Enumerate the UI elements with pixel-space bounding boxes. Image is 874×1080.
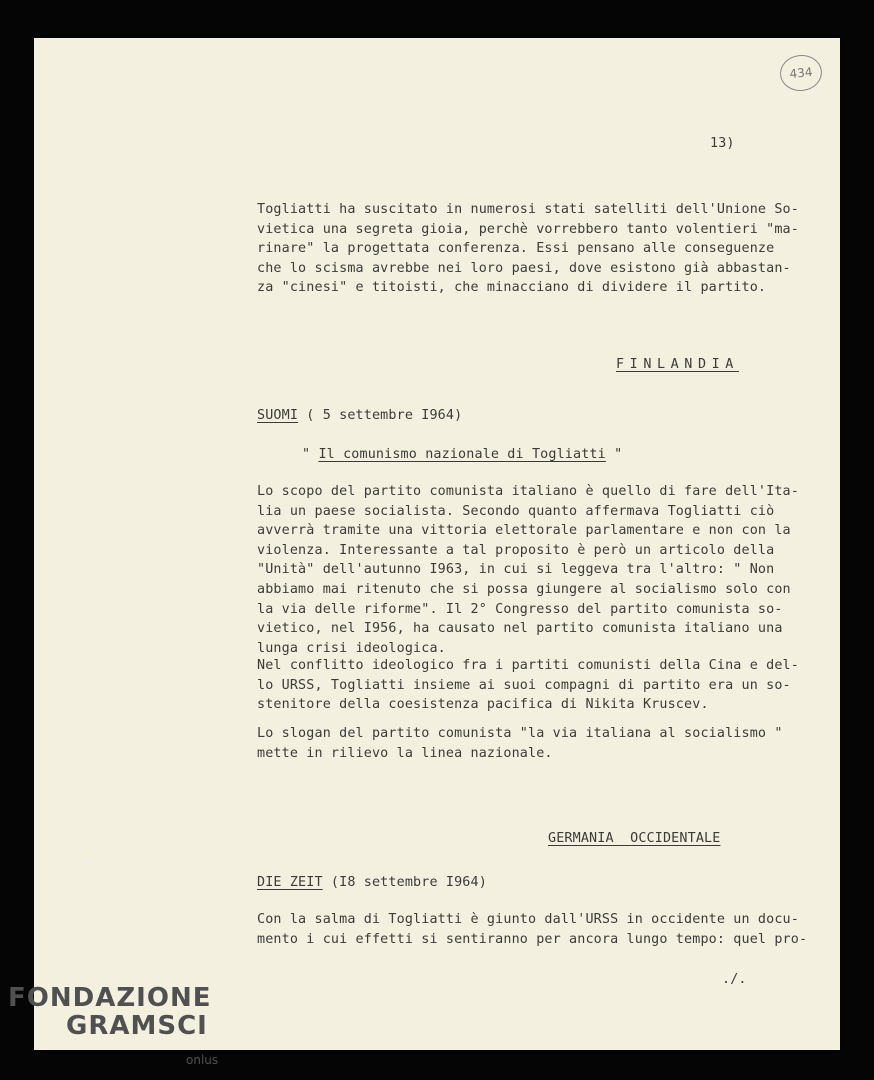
text-line: lia un paese socialista. Secondo quanto affermava Togliatti ciò (257, 503, 775, 519)
section-heading-germania: GERMANIA OCCIDENTALE (548, 831, 721, 846)
fondazione-gramsci-watermark (8, 983, 219, 1067)
text-line: mette in rilievo la linea nazionale. (257, 745, 553, 761)
text-line: Togliatti ha suscitato in numerosi stati satelliti dell'Unione So- (257, 202, 799, 217)
text-line: lunga crisi ideologica. (257, 640, 446, 656)
archive-stamp-number: 434 (778, 53, 824, 93)
text-line: lo URSS, Togliatti insieme ai suoi compagni di partito era un so- (257, 677, 791, 693)
article-title-text: Il comunismo nazionale di Togliatti (318, 447, 606, 462)
text-line: mento i cui effetti si sentiranno per ancora lungo tempo: quel pro- (257, 931, 808, 947)
source-name: SUOMI (257, 408, 299, 423)
text-line: violenza. Interessante a tal proposito è però un articolo della (257, 542, 775, 558)
quote-open: " (302, 447, 319, 462)
continuation-mark: ./. (722, 972, 747, 987)
paper-speck (87, 860, 91, 864)
text-line: Lo scopo del partito comunista italiano è quello di fare dell'Ita- (257, 484, 799, 499)
text-line: rinare" la progettata conferenza. Essi pensano alle conseguenze (257, 241, 775, 256)
section-heading-finlandia: FINLANDIA (616, 357, 739, 372)
watermark-line-2: GRAMSCI (66, 1011, 208, 1041)
watermark-line-1: FONDAZIONE (8, 983, 212, 1013)
text-line: Lo slogan del partito comunista "la via italiana al socialismo " (257, 726, 783, 741)
text-line: avverrà tramite una vittoria elettorale parlamentare e non con la (257, 523, 791, 539)
article-title (302, 445, 622, 464)
text-line: Con la salma di Togliatti è giunto dall'URSS in occidente un docu- (257, 912, 799, 927)
text-line: Nel conflitto ideologico fra i partiti comunisti della Cina e del- (257, 658, 799, 673)
source-date: (I8 settembre I964) (322, 875, 487, 890)
text-line: abbiamo mai ritenuto che si possa giungere al socialismo solo con (257, 582, 791, 597)
text-line: stenitore della coesistenza pacifica di Nikita Kruscev. (257, 697, 709, 713)
quote-close: " (605, 447, 623, 462)
text-line: vietica una segreta gioia, perchè vorrebbero tanto volentieri "ma- (257, 221, 799, 237)
page-number: 13) (710, 136, 735, 151)
text-line: "Unità" dell'autunno I963, in cui si leggeva tra l'altro: " Non (257, 562, 775, 578)
text-line: za "cinesi" e titoisti, che minacciano di dividere il partito. (257, 280, 767, 295)
source-line-die-zeit (257, 873, 487, 892)
source-date: ( 5 settembre I964) (298, 408, 463, 423)
watermark-line-3: onlus (186, 1053, 219, 1067)
text-line: che lo scisma avrebbe nei loro paesi, dove esistono già abbastan- (257, 260, 791, 276)
source-name: DIE ZEIT (257, 875, 323, 890)
text-line: la via delle riforme". Il 2° Congresso del partito comunista so- (257, 601, 783, 617)
source-line-suomi (257, 406, 462, 425)
text-line: vietico, nel I956, ha causato nel partito comunista italiano una (257, 621, 783, 637)
